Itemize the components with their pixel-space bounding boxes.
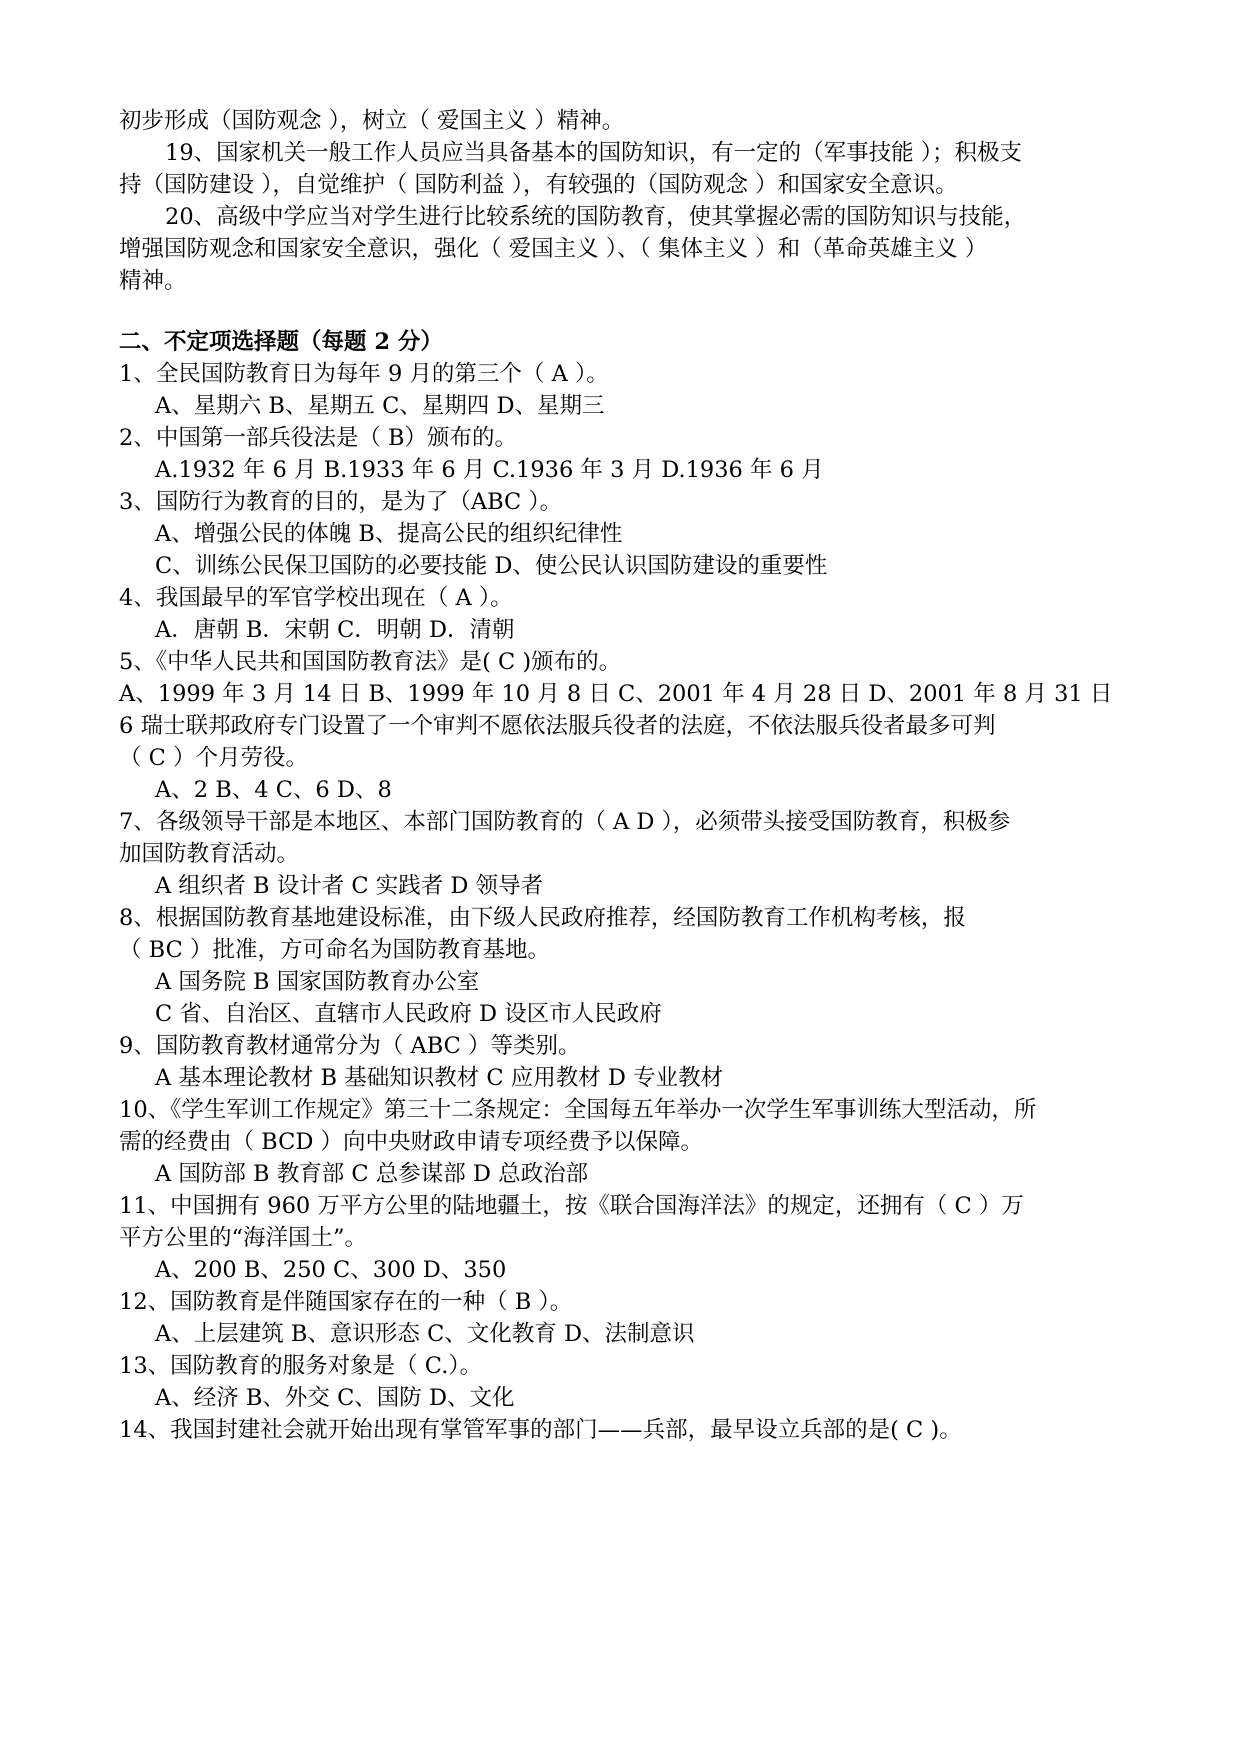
question-12: 12、国防教育是伴随国家存在的一种（ B ）。 bbox=[119, 1289, 573, 1315]
q19-line-1: 19、国家机关一般工作人员应当具备基本的国防知识，有一定的（军事技能 ）；积极支 bbox=[165, 140, 1023, 166]
question-10-line-1: 10、《学生军训工作规定》第三十二条规定：全国每五年举办一次学生军事训练大型活动，所 bbox=[119, 1097, 1037, 1123]
question-3: 3、国防行为教育的目的，是为了（ABC ）。 bbox=[119, 489, 563, 515]
question-13: 13、国防教育的服务对象是（ C.）。 bbox=[119, 1353, 483, 1379]
question-6-line-1: 6 瑞士联邦政府专门设置了一个审判不愿依法服兵役者的法庭，不依法服兵役者最多可判 bbox=[119, 713, 996, 739]
question-11-options: A、200 B、250 C、300 D、350 bbox=[155, 1257, 507, 1283]
question-1: 1、全民国防教育日为每年 9 月的第三个（ A ）。 bbox=[119, 361, 609, 387]
q20-line-2: 增强国防观念和国家安全意识，强化（ 爱国主义 ）、（ 集体主义 ）和（革命英雄主义 ） bbox=[119, 236, 988, 262]
question-4-options: A．唐朝 B．宋朝 C．明朝 D．清朝 bbox=[155, 617, 515, 643]
question-10-line-2: 需的经费由（ BCD ）向中央财政申请专项经费予以保障。 bbox=[119, 1129, 704, 1155]
question-9-options: A 基本理论教材 B 基础知识教材 C 应用教材 D 专业教材 bbox=[155, 1065, 724, 1091]
question-7-options: A 组织者 B 设计者 C 实践者 D 领导者 bbox=[155, 873, 544, 899]
question-11-line-1: 11、中国拥有 960 万平方公里的陆地疆土，按《联合国海洋法》的规定，还拥有（ C ）万 bbox=[119, 1193, 1024, 1219]
question-8-line-1: 8、根据国防教育基地建设标准，由下级人民政府推荐，经国防教育工作机构考核，报 bbox=[119, 905, 966, 931]
question-7-line-1: 7、各级领导干部是本地区、本部门国防教育的（ A D ），必须带头接受国防教育，积极参 bbox=[119, 809, 1011, 835]
question-2: 2、中国第一部兵役法是（ B）颁布的。 bbox=[119, 425, 518, 451]
question-12-options: A、上层建筑 B、意识形态 C、文化教育 D、法制意识 bbox=[155, 1321, 695, 1347]
question-9: 9、国防教育教材通常分为（ ABC ）等类别。 bbox=[119, 1033, 581, 1059]
q20-line-3: 精神。 bbox=[119, 268, 187, 294]
question-11-line-2: 平方公里的“海洋国土”。 bbox=[119, 1225, 368, 1251]
question-4: 4、我国最早的军官学校出现在（ A ）。 bbox=[119, 585, 513, 611]
question-5-options: A、1999 年 3 月 14 日 B、1999 年 10 月 8 日 C、2001 年 4 月 28 日 D、2001 年 8 月 31 日 bbox=[119, 681, 1113, 707]
question-8-line-2: （ BC ）批准，方可命名为国防教育基地。 bbox=[119, 937, 550, 963]
question-8-options-2: C 省、自治区、直辖市人民政府 D 设区市人民政府 bbox=[155, 1001, 662, 1027]
question-7-line-2: 加国防教育活动。 bbox=[119, 841, 300, 867]
question-3-options-2: C、训练公民保卫国防的必要技能 D、使公民认识国防建设的重要性 bbox=[155, 553, 828, 579]
question-6-options: A、2 B、4 C、6 D、8 bbox=[155, 777, 392, 803]
question-5: 5、《中华人民共和国国防教育法》是( C )颁布的。 bbox=[119, 649, 622, 675]
section-heading: 二、不定项选择题（每题 2 分） bbox=[119, 329, 443, 355]
question-10-options: A 国防部 B 教育部 C 总参谋部 D 总政治部 bbox=[155, 1161, 589, 1187]
question-3-options-1: A、增强公民的体魄 B、提高公民的组织纪律性 bbox=[155, 521, 623, 547]
question-13-options: A、经济 B、外交 C、国防 D、文化 bbox=[155, 1385, 515, 1411]
q19-line-2: 持（国防建设 ），自觉维护（ 国防利益 ），有较强的（国防观念 ）和国家安全意识。 bbox=[119, 172, 958, 198]
question-8-options-1: A 国务院 B 国家国防教育办公室 bbox=[155, 969, 480, 995]
question-14: 14、我国封建社会就开始出现有掌管军事的部门——兵部，最早设立兵部的是( C )。 bbox=[119, 1417, 962, 1443]
q20-line-1: 20、高级中学应当对学生进行比较系统的国防教育，使其掌握必需的国防知识与技能， bbox=[165, 204, 1027, 230]
q18-continuation: 初步形成（国防观念 ），树立（ 爱国主义 ）精神。 bbox=[119, 108, 625, 134]
question-2-options: A.1932 年 6 月 B.1933 年 6 月 C.1936 年 3 月 D.1936 年 6 月 bbox=[155, 457, 824, 483]
question-6-line-2: （ C ）个月劳役。 bbox=[119, 745, 309, 771]
question-1-options: A、星期六 B、星期五 C、星期四 D、星期三 bbox=[155, 393, 605, 419]
